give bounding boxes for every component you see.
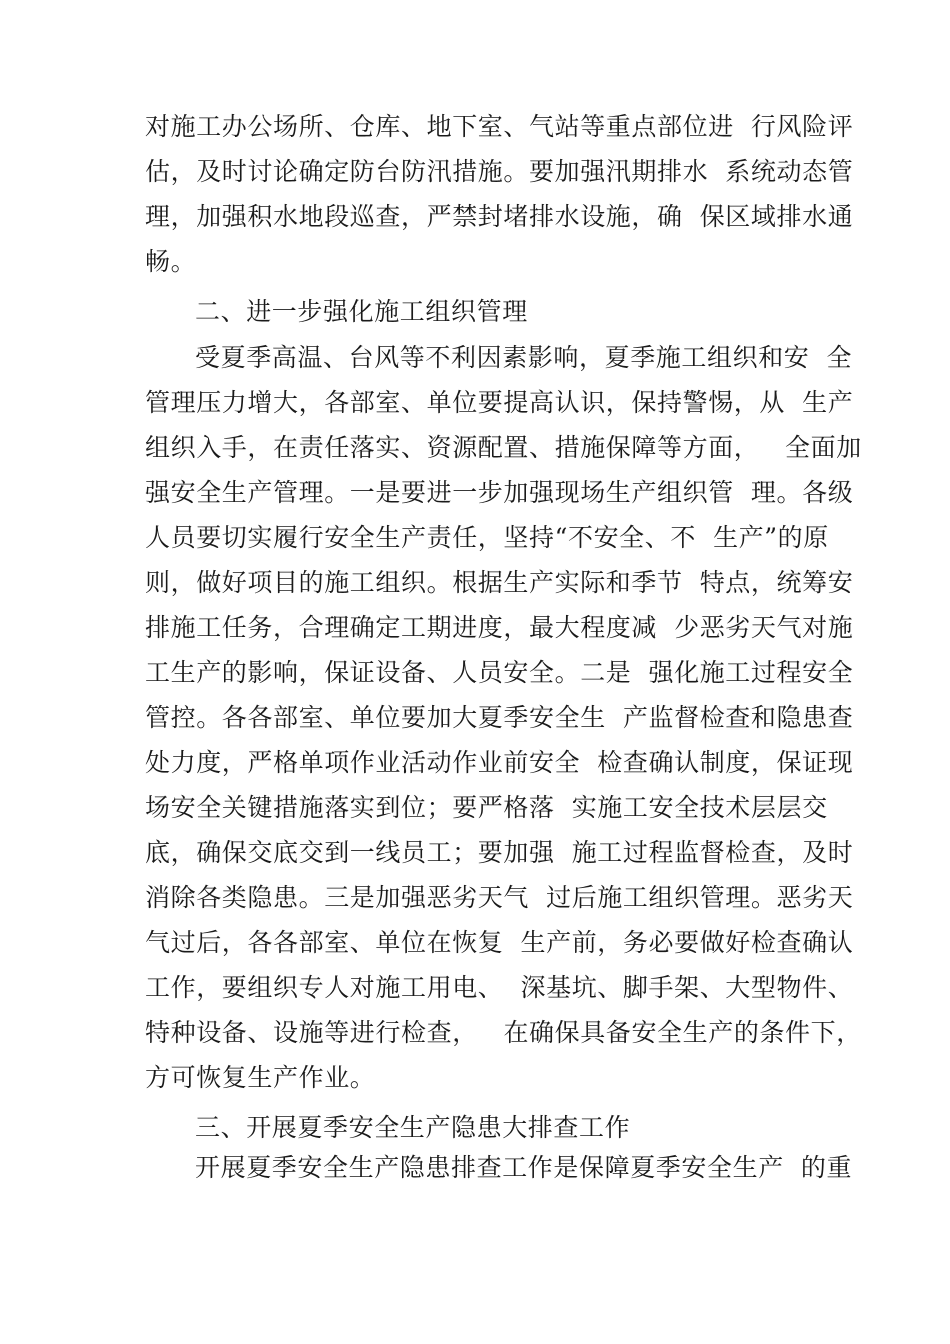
paragraph-line: 强安全生产管理。一是要进一步加强现场生产组织管 理。各级 (145, 478, 854, 507)
paragraph-line: 处力度，严格单项作业活动作业前安全 检查确认制度，保证现 (145, 748, 854, 777)
paragraph-line: 特种设备、设施等进行检查， 在确保具备安全生产的条件下， (145, 1018, 862, 1047)
paragraph-line: 管控。各各部室、单位要加大夏季安全生 产监督检查和隐患查 (145, 703, 854, 732)
paragraph-line: 估，及时讨论确定防台防汛措施。要加强汛期排水 系统动态管 (145, 157, 854, 186)
paragraph-line: 畅。 (145, 247, 197, 276)
paragraph-line: 工生产的影响，保证设备、人员安全。二是 强化施工过程安全 (145, 658, 854, 687)
paragraph-line: 工作，要组织专人对施工用电、 深基坑、脚手架、大型物件、 (145, 973, 854, 1002)
paragraph-line: 开展夏季安全生产隐患排查工作是保障夏季安全生产 的重 (195, 1153, 853, 1182)
paragraph-line: 场安全关键措施落实到位；要严格落 实施工安全技术层层交 (145, 793, 828, 822)
paragraph-line: 消除各类隐患。三是加强恶劣天气 过后施工组织管理。恶劣天 (145, 883, 854, 912)
paragraph-line: 则，做好项目的施工组织。根据生产实际和季节 特点，统筹安 (145, 568, 854, 597)
paragraph-line: 理，加强积水地段巡查，严禁封堵排水设施，确 保区域排水通 (145, 202, 854, 231)
paragraph-line: 对施工办公场所、仓库、地下室、气站等重点部位进 行风险评 (145, 112, 854, 141)
section-heading-2: 二、进一步强化施工组织管理 (195, 297, 528, 326)
paragraph-line: 人员要切实履行安全生产责任，坚持“不安全、不 生产”的原 (145, 523, 829, 552)
paragraph-line: 气过后，各各部室、单位在恢复 生产前，务必要做好检查确认 (145, 928, 854, 957)
paragraph-line: 方可恢复生产作业。 (145, 1063, 376, 1092)
paragraph-line: 排施工任务，合理确定工期进度，最大程度减 少恶劣天气对施 (145, 613, 854, 642)
paragraph-line: 组织入手，在责任落实、资源配置、措施保障等方面， 全面加 (145, 433, 862, 462)
section-heading-3: 三、开展夏季安全生产隐患大排查工作 (195, 1113, 631, 1142)
paragraph-line: 受夏季高温、台风等不利因素影响，夏季施工组织和安 全 (195, 343, 853, 372)
paragraph-line: 管理压力增大，各部室、单位要提高认识，保持警惕，从 生产 (145, 388, 854, 417)
paragraph-line: 底，确保交底交到一线员工；要加强 施工过程监督检查，及时 (145, 838, 854, 867)
